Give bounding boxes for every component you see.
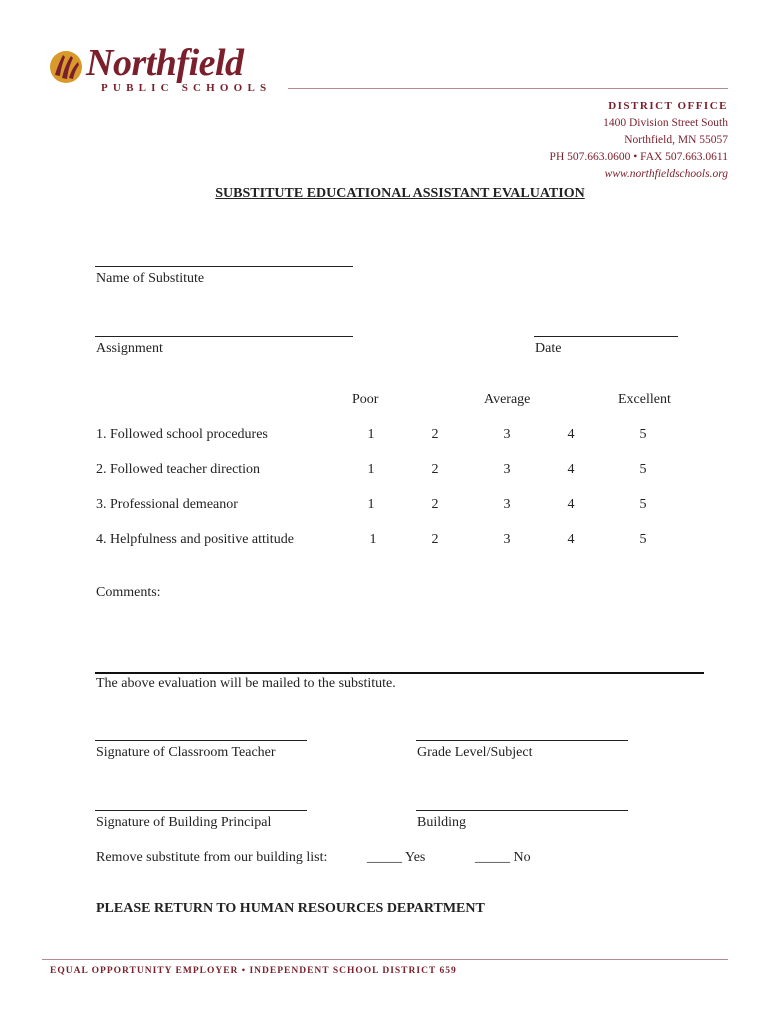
- rating-option[interactable]: 4: [567, 462, 575, 477]
- criterion-label: 2. Followed teacher direction: [96, 462, 261, 477]
- rating-option[interactable]: 2: [431, 462, 439, 477]
- rating-option[interactable]: 1: [367, 462, 375, 477]
- rating-option[interactable]: 4: [567, 497, 575, 512]
- criterion-label: 3. Professional demeanor: [96, 497, 238, 512]
- assignment-line[interactable]: [95, 336, 353, 337]
- rating-option[interactable]: 4: [567, 532, 575, 547]
- footer-text: EQUAL OPPORTUNITY EMPLOYER • INDEPENDENT SCHOOL DISTRICT 659: [50, 966, 457, 976]
- rating-option[interactable]: 2: [431, 497, 439, 512]
- scale-poor: Poor: [352, 392, 379, 407]
- scale-excellent: Excellent: [618, 392, 671, 407]
- mail-note: The above evaluation will be mailed to the substitute.: [96, 676, 396, 691]
- comments-line[interactable]: [95, 672, 704, 674]
- rating-option[interactable]: 1: [367, 427, 375, 442]
- name-signature-line[interactable]: [95, 266, 353, 267]
- remove-yes-option[interactable]: _____ Yes: [367, 850, 426, 865]
- name-label: Name of Substitute: [96, 271, 205, 286]
- office-title: DISTRICT OFFICE: [608, 100, 728, 112]
- principal-signature-line[interactable]: [95, 810, 307, 811]
- assignment-label: Assignment: [96, 341, 163, 356]
- office-phone: PH 507.663.0600 • FAX 507.663.0611: [549, 151, 728, 163]
- rating-option[interactable]: 3: [503, 462, 511, 477]
- criterion-label: 1. Followed school procedures: [96, 427, 268, 442]
- rating-option[interactable]: 5: [639, 427, 647, 442]
- logo-wordmark: Northfield: [86, 42, 244, 84]
- return-instruction: PLEASE RETURN TO HUMAN RESOURCES DEPARTMENT: [96, 901, 485, 916]
- rating-option[interactable]: 5: [639, 497, 647, 512]
- remove-no-option[interactable]: _____ No: [475, 850, 531, 865]
- footer-divider: [42, 959, 728, 960]
- office-website: www.northfieldschools.org: [604, 168, 728, 180]
- rating-option[interactable]: 3: [503, 427, 511, 442]
- date-label: Date: [535, 341, 562, 356]
- logo-subtitle: PUBLIC SCHOOLS: [101, 82, 272, 94]
- rating-option[interactable]: 4: [567, 427, 575, 442]
- rating-option[interactable]: 3: [503, 497, 511, 512]
- district-address-block: [550, 98, 728, 183]
- office-city: Northfield, MN 55057: [624, 134, 728, 146]
- grade-level-line[interactable]: [416, 740, 628, 741]
- criterion-label: 4. Helpfulness and positive attitude: [96, 532, 294, 547]
- grade-level-label: Grade Level/Subject: [417, 745, 533, 760]
- date-line[interactable]: [534, 336, 678, 337]
- principal-signature-label: Signature of Building Principal: [96, 815, 272, 830]
- rating-option[interactable]: 5: [639, 532, 647, 547]
- district-logo-icon: [49, 47, 85, 87]
- office-street: 1400 Division Street South: [603, 117, 728, 129]
- teacher-signature-line[interactable]: [95, 740, 307, 741]
- rating-option[interactable]: 5: [639, 462, 647, 477]
- rating-option[interactable]: 1: [369, 532, 377, 547]
- rating-option[interactable]: 1: [367, 497, 375, 512]
- teacher-signature-label: Signature of Classroom Teacher: [96, 745, 276, 760]
- remove-question: Remove substitute from our building list:: [96, 850, 328, 865]
- rating-option[interactable]: 2: [431, 427, 439, 442]
- header-divider: [288, 88, 728, 89]
- rating-option[interactable]: 3: [503, 532, 511, 547]
- rating-option[interactable]: 2: [431, 532, 439, 547]
- page-title: SUBSTITUTE EDUCATIONAL ASSISTANT EVALUATION: [215, 186, 585, 201]
- scale-average: Average: [484, 392, 531, 407]
- building-line[interactable]: [416, 810, 628, 811]
- building-label: Building: [417, 815, 467, 830]
- comments-label: Comments:: [96, 585, 161, 600]
